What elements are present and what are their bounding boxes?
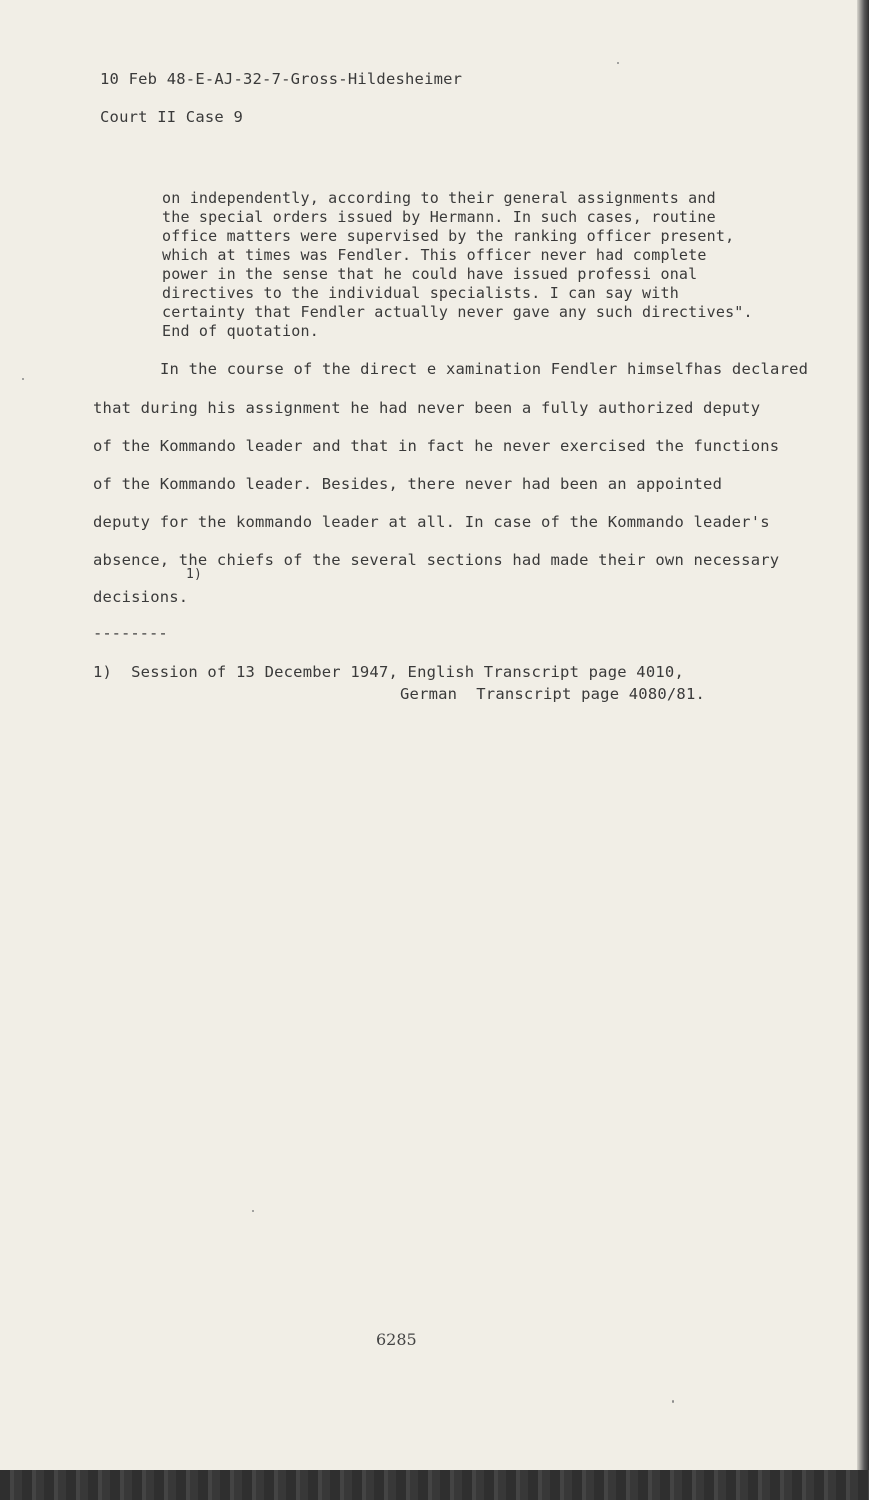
footnote-line: German Transcript page 4080/81. bbox=[400, 685, 706, 703]
body-line: of the Kommando leader. Besides, there never had been an appointed bbox=[93, 475, 723, 493]
footnote-reference-marker: 1) bbox=[186, 567, 203, 582]
quote-line: the special orders issued by Hermann. In such cases, routine bbox=[162, 208, 716, 226]
quote-line: directives to the individual specialists. I can say with bbox=[162, 284, 679, 302]
quote-line: End of quotation. bbox=[162, 322, 319, 340]
quote-line: on independently, according to their general assignments and bbox=[162, 189, 716, 207]
court-case-line: Court II Case 9 bbox=[100, 108, 243, 126]
body-line: In the course of the direct e xamination Fendler himselfhas declared bbox=[160, 360, 809, 378]
body-line: decisions. bbox=[93, 588, 189, 606]
paper-speck bbox=[617, 62, 619, 64]
paper-speck bbox=[252, 1210, 254, 1212]
page-edge-shadow bbox=[857, 0, 869, 1500]
document-reference: 10 Feb 48-E-AJ-32-7-Gross-Hildesheimer bbox=[100, 70, 463, 88]
footnote-line: 1) Session of 13 December 1947, English Transcript page 4010, bbox=[93, 663, 684, 681]
quote-line: power in the sense that he could have issued professi onal bbox=[162, 265, 698, 283]
paper-speck bbox=[672, 1400, 674, 1403]
scan-bottom-strip bbox=[0, 1470, 869, 1500]
page-number: 6285 bbox=[376, 1330, 417, 1349]
quote-line: certainty that Fendler actually never gave any such directives". bbox=[162, 303, 753, 321]
footnote-separator: -------- bbox=[93, 624, 168, 642]
paper-speck bbox=[22, 378, 24, 380]
body-line: absence, the chiefs of the several sections had made their own necessary bbox=[93, 551, 780, 569]
quote-line: office matters were supervised by the ranking officer present, bbox=[162, 227, 735, 245]
body-line: of the Kommando leader and that in fact he never exercised the functions bbox=[93, 437, 780, 455]
body-line: that during his assignment he had never been a fully authorized deputy bbox=[93, 399, 761, 417]
body-line: deputy for the kommando leader at all. In case of the Kommando leader's bbox=[93, 513, 770, 531]
quote-line: which at times was Fendler. This officer never had complete bbox=[162, 246, 707, 264]
